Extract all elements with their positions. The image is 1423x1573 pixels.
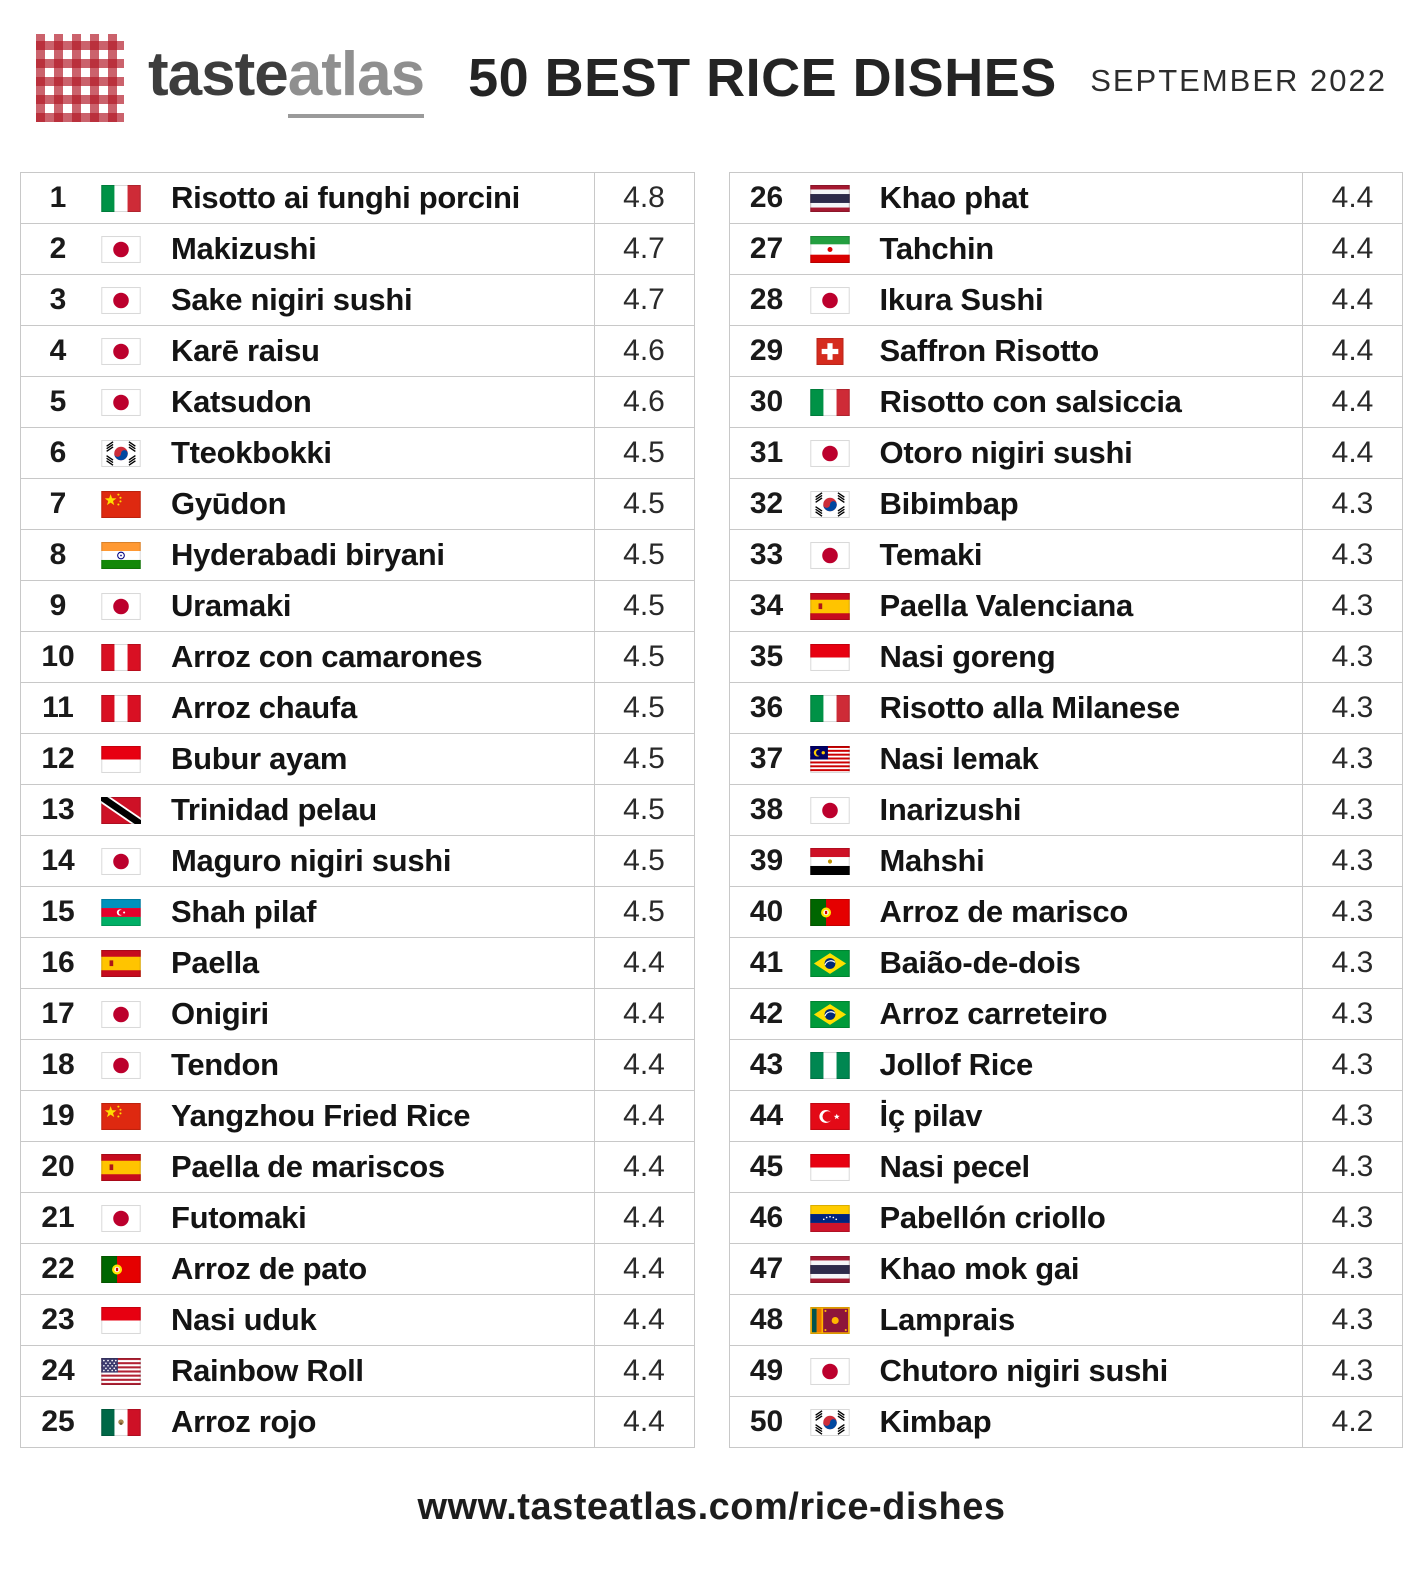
rating-value: 4.3 (1302, 836, 1402, 886)
rating-value: 4.3 (1302, 1244, 1402, 1294)
rank-label: 17 (41, 997, 75, 1030)
flag-venezuela-icon (804, 1205, 866, 1232)
rank-label: 8 (49, 538, 67, 571)
rank-label: 12 (41, 742, 75, 775)
rating-value: 4.5 (594, 785, 694, 835)
rating-value: 4.5 (594, 683, 694, 733)
rank-label: 29 (749, 334, 784, 367)
rank-label: 43 (749, 1048, 784, 1081)
rank-label: 4 (49, 334, 67, 367)
rating-value: 4.4 (594, 1193, 694, 1243)
date-label: SEPTEMBER 2022 (1090, 63, 1387, 98)
flag-turkey-icon (804, 1103, 866, 1130)
table-row (21, 1295, 694, 1346)
dish-name: Risotto con salsiccia (879, 384, 1182, 419)
rank-label: 14 (41, 844, 75, 877)
flag-spain-icon (804, 593, 866, 620)
rank-label: 10 (41, 640, 75, 673)
dish-name: Nasi pecel (879, 1149, 1030, 1184)
rank-label: 25 (41, 1405, 75, 1438)
table-row (21, 989, 694, 1040)
rating-value: 4.3 (1302, 1091, 1402, 1141)
table-row (21, 479, 694, 530)
dish-name: Temaki (879, 537, 983, 572)
rating-value: 4.3 (1302, 530, 1402, 580)
table-row (730, 224, 1403, 275)
rank-label: 31 (749, 436, 784, 469)
flag-japan-icon (95, 389, 157, 416)
table-row (730, 632, 1403, 683)
rating-value: 4.3 (1302, 887, 1402, 937)
rank-label: 26 (749, 181, 784, 214)
rank-label: 45 (749, 1150, 784, 1183)
table-row (21, 887, 694, 938)
dish-name: Arroz de pato (171, 1251, 367, 1286)
table-row (730, 326, 1403, 377)
rank-label: 48 (749, 1303, 784, 1336)
rating-value: 4.4 (1302, 173, 1402, 223)
flag-japan-icon (95, 338, 157, 365)
rating-value: 4.4 (594, 1091, 694, 1141)
table-row (730, 1091, 1403, 1142)
flag-indonesia-icon (95, 1307, 157, 1334)
flag-italy-icon (804, 389, 866, 416)
flag-japan-icon (95, 1001, 157, 1028)
flag-egypt-icon (804, 848, 866, 875)
table-row (21, 1397, 694, 1448)
rating-value: 4.4 (594, 989, 694, 1039)
rank-label: 7 (49, 487, 67, 520)
rating-value: 4.3 (1302, 938, 1402, 988)
page-title: 50 BEST RICE DISHES (468, 48, 1057, 108)
rating-value: 4.5 (594, 479, 694, 529)
dish-name: Sake nigiri sushi (171, 282, 413, 317)
flag-japan-icon (804, 287, 866, 314)
rating-value: 4.3 (1302, 581, 1402, 631)
flag-peru-icon (95, 644, 157, 671)
table-row (730, 1346, 1403, 1397)
rating-value: 4.6 (594, 377, 694, 427)
table-row (730, 530, 1403, 581)
dish-name: Paella de mariscos (171, 1149, 445, 1184)
rank-label: 47 (749, 1252, 784, 1285)
dish-name: Rainbow Roll (171, 1353, 364, 1388)
rating-value: 4.4 (1302, 326, 1402, 376)
rank-label: 50 (749, 1405, 784, 1438)
rank-label: 33 (749, 538, 784, 571)
rank-label: 2 (49, 232, 67, 265)
flag-indonesia-icon (804, 644, 866, 671)
flag-usa-icon (95, 1358, 157, 1385)
rating-value: 4.3 (1302, 785, 1402, 835)
table-row (21, 938, 694, 989)
rank-label: 11 (42, 691, 74, 724)
flag-japan-icon (95, 236, 157, 263)
rank-table-right (729, 172, 1404, 1448)
rank-label: 38 (749, 793, 784, 826)
rating-value: 4.4 (594, 1040, 694, 1090)
rank-label: 21 (41, 1201, 75, 1234)
table-row (21, 734, 694, 785)
table-row (21, 1091, 694, 1142)
dish-name: Yangzhou Fried Rice (171, 1098, 471, 1133)
flag-italy-icon (804, 695, 866, 722)
flag-japan-icon (95, 287, 157, 314)
table-row (21, 1142, 694, 1193)
table-row (21, 1040, 694, 1091)
rank-label: 30 (749, 385, 784, 418)
flag-japan-icon (95, 1052, 157, 1079)
flag-brazil-icon (804, 1001, 866, 1028)
table-row (21, 1244, 694, 1295)
brand-wordmark (148, 39, 424, 118)
rating-value: 4.7 (594, 275, 694, 325)
footer-url: www.tasteatlas.com/rice-dishes (417, 1486, 1006, 1528)
flag-japan-icon (804, 797, 866, 824)
flag-italy-icon (95, 185, 157, 212)
table-row (21, 275, 694, 326)
table-row (730, 581, 1403, 632)
flag-switzerland-icon (804, 338, 866, 365)
rank-label: 27 (749, 232, 784, 265)
table-row (21, 1346, 694, 1397)
rating-value: 4.3 (1302, 1040, 1402, 1090)
rank-label: 39 (749, 844, 784, 877)
rank-label: 41 (749, 946, 784, 979)
dish-name: Nasi goreng (879, 639, 1056, 674)
rank-label: 44 (749, 1099, 784, 1132)
table-row (21, 224, 694, 275)
rank-label: 34 (749, 589, 784, 622)
dish-name: Ikura Sushi (879, 282, 1044, 317)
rating-value: 4.3 (1302, 1295, 1402, 1345)
flag-malaysia-icon (804, 746, 866, 773)
rating-value: 4.4 (1302, 377, 1402, 427)
table-row (21, 785, 694, 836)
flag-thailand-icon (804, 185, 866, 212)
rating-value: 4.4 (1302, 224, 1402, 274)
flag-south-korea-icon (95, 440, 157, 467)
header (0, 0, 1423, 122)
rating-value: 4.4 (594, 938, 694, 988)
flag-south-korea-icon (804, 491, 866, 518)
rank-label: 19 (41, 1099, 75, 1132)
dish-name: Futomaki (171, 1200, 307, 1235)
rating-value: 4.5 (594, 836, 694, 886)
flag-azerbaijan-icon (95, 899, 157, 926)
dish-name: Bubur ayam (171, 741, 348, 776)
table-row (730, 1244, 1403, 1295)
dish-name: Nasi lemak (879, 741, 1039, 776)
flag-japan-icon (95, 593, 157, 620)
rank-label: 13 (41, 793, 75, 826)
dish-name: Pabellón criollo (879, 1200, 1106, 1235)
rank-table-left (20, 172, 695, 1448)
dish-name: Arroz con camarones (171, 639, 483, 674)
rating-value: 4.3 (1302, 683, 1402, 733)
rating-value: 4.8 (594, 173, 694, 223)
flag-thailand-icon (804, 1256, 866, 1283)
rating-value: 4.4 (1302, 275, 1402, 325)
brand-atlas: atlas (288, 39, 424, 118)
table-row (730, 887, 1403, 938)
dish-name: Baião-de-dois (879, 945, 1081, 980)
rating-value: 4.5 (594, 530, 694, 580)
rating-value: 4.7 (594, 224, 694, 274)
table-row (21, 1193, 694, 1244)
rank-label: 28 (749, 283, 784, 316)
table-row (730, 428, 1403, 479)
table-row (21, 683, 694, 734)
table-row (21, 836, 694, 887)
rating-value: 4.6 (594, 326, 694, 376)
table-row (21, 581, 694, 632)
rating-value: 4.5 (594, 428, 694, 478)
dish-name: İç pilav (879, 1098, 983, 1133)
table-row (730, 938, 1403, 989)
dish-name: Shah pilaf (171, 894, 317, 929)
table-row (730, 1397, 1403, 1448)
flag-japan-icon (804, 440, 866, 467)
rating-value: 4.3 (1302, 632, 1402, 682)
flag-japan-icon (804, 542, 866, 569)
flag-china-icon (95, 1103, 157, 1130)
rating-value: 4.3 (1302, 989, 1402, 1039)
rank-label: 22 (41, 1252, 75, 1285)
rating-value: 4.4 (594, 1295, 694, 1345)
flag-india-icon (95, 542, 157, 569)
table-row (21, 530, 694, 581)
flag-south-korea-icon (804, 1409, 866, 1436)
rank-label: 5 (49, 385, 67, 418)
table-row (730, 989, 1403, 1040)
flag-japan-icon (95, 848, 157, 875)
rating-value: 4.4 (594, 1244, 694, 1294)
dish-name: Jollof Rice (879, 1047, 1033, 1082)
table-row (730, 1193, 1403, 1244)
table-row (730, 1040, 1403, 1091)
dish-name: Makizushi (171, 231, 317, 266)
flag-portugal-icon (804, 899, 866, 926)
flag-indonesia-icon (804, 1154, 866, 1181)
rating-value: 4.3 (1302, 1193, 1402, 1243)
dish-name: Katsudon (171, 384, 312, 419)
dish-name: Khao phat (879, 180, 1029, 215)
flag-spain-icon (95, 950, 157, 977)
rank-label: 23 (41, 1303, 75, 1336)
dish-name: Uramaki (171, 588, 292, 623)
rank-label: 32 (749, 487, 784, 520)
rating-value: 4.5 (594, 734, 694, 784)
dish-name: Risotto alla Milanese (879, 690, 1180, 725)
table-row (21, 632, 694, 683)
table-row (21, 173, 694, 224)
rating-value: 4.4 (594, 1397, 694, 1447)
dish-name: Gyūdon (171, 486, 287, 521)
rank-label: 35 (749, 640, 784, 673)
dish-name: Mahshi (879, 843, 985, 878)
flag-iran-icon (804, 236, 866, 263)
rank-label: 40 (749, 895, 784, 928)
flag-sri-lanka-icon (804, 1307, 866, 1334)
dish-name: Trinidad pelau (171, 792, 377, 827)
flag-peru-icon (95, 695, 157, 722)
dish-name: Chutoro nigiri sushi (879, 1353, 1168, 1388)
dish-name: Bibimbap (879, 486, 1019, 521)
rating-value: 4.5 (594, 581, 694, 631)
flag-nigeria-icon (804, 1052, 866, 1079)
rating-value: 4.3 (1302, 1142, 1402, 1192)
dish-name: Tteokbokki (171, 435, 332, 470)
dish-name: Arroz carreteiro (879, 996, 1108, 1031)
dish-name: Risotto ai funghi porcini (171, 180, 520, 215)
rating-value: 4.4 (594, 1346, 694, 1396)
rating-value: 4.5 (594, 632, 694, 682)
table-row (730, 1295, 1403, 1346)
flag-mexico-icon (95, 1409, 157, 1436)
rating-value: 4.4 (1302, 428, 1402, 478)
table-row (730, 275, 1403, 326)
rating-value: 4.5 (594, 887, 694, 937)
dish-name: Hyderabadi biryani (171, 537, 445, 572)
rank-label: 46 (749, 1201, 784, 1234)
dish-name: Otoro nigiri sushi (879, 435, 1133, 470)
tasteatlas-gingham-logo-icon (36, 34, 124, 122)
dish-name: Inarizushi (879, 792, 1022, 827)
table-row (730, 683, 1403, 734)
flag-trinidad-and-tobago-icon (95, 797, 157, 824)
rank-label: 9 (49, 589, 67, 622)
rank-label: 16 (41, 946, 75, 979)
table-row (730, 173, 1403, 224)
dish-name: Paella Valenciana (879, 588, 1133, 623)
table-row (730, 377, 1403, 428)
table-row (730, 1142, 1403, 1193)
rating-value: 4.2 (1302, 1397, 1402, 1447)
flag-indonesia-icon (95, 746, 157, 773)
dish-name: Onigiri (171, 996, 269, 1031)
flag-spain-icon (95, 1154, 157, 1181)
dish-name: Karē raisu (171, 333, 320, 368)
dish-name: Lamprais (879, 1302, 1015, 1337)
rank-label: 6 (49, 436, 67, 469)
table-row (730, 785, 1403, 836)
flag-portugal-icon (95, 1256, 157, 1283)
brand-taste: taste (148, 39, 288, 109)
dish-name: Arroz de marisco (879, 894, 1128, 929)
dish-name: Saffron Risotto (879, 333, 1099, 368)
rank-label: 18 (41, 1048, 75, 1081)
rating-value: 4.3 (1302, 1346, 1402, 1396)
table-row (730, 734, 1403, 785)
rank-label: 36 (749, 691, 784, 724)
table-row (21, 377, 694, 428)
dish-name: Tendon (171, 1047, 279, 1082)
dish-name: Kimbap (879, 1404, 992, 1439)
dish-name: Nasi uduk (171, 1302, 317, 1337)
ranking-tables (0, 122, 1423, 1448)
dish-name: Arroz rojo (171, 1404, 317, 1439)
table-row (730, 479, 1403, 530)
dish-name: Khao mok gai (879, 1251, 1080, 1286)
dish-name: Arroz chaufa (171, 690, 357, 725)
dish-name: Paella (171, 945, 259, 980)
dish-name: Tahchin (879, 231, 994, 266)
flag-japan-icon (804, 1358, 866, 1385)
rank-label: 15 (41, 895, 75, 928)
rank-label: 20 (41, 1150, 75, 1183)
rank-label: 3 (49, 283, 67, 316)
rating-value: 4.3 (1302, 479, 1402, 529)
rank-label: 42 (749, 997, 784, 1030)
table-row (21, 326, 694, 377)
flag-brazil-icon (804, 950, 866, 977)
rank-label: 24 (41, 1354, 75, 1387)
flag-japan-icon (95, 1205, 157, 1232)
table-row (21, 428, 694, 479)
table-row (730, 836, 1403, 887)
rating-value: 4.4 (594, 1142, 694, 1192)
rank-label: 49 (749, 1354, 784, 1387)
rank-label: 1 (49, 181, 67, 214)
rank-label: 37 (749, 742, 784, 775)
flag-china-icon (95, 491, 157, 518)
rating-value: 4.3 (1302, 734, 1402, 784)
dish-name: Maguro nigiri sushi (171, 843, 452, 878)
